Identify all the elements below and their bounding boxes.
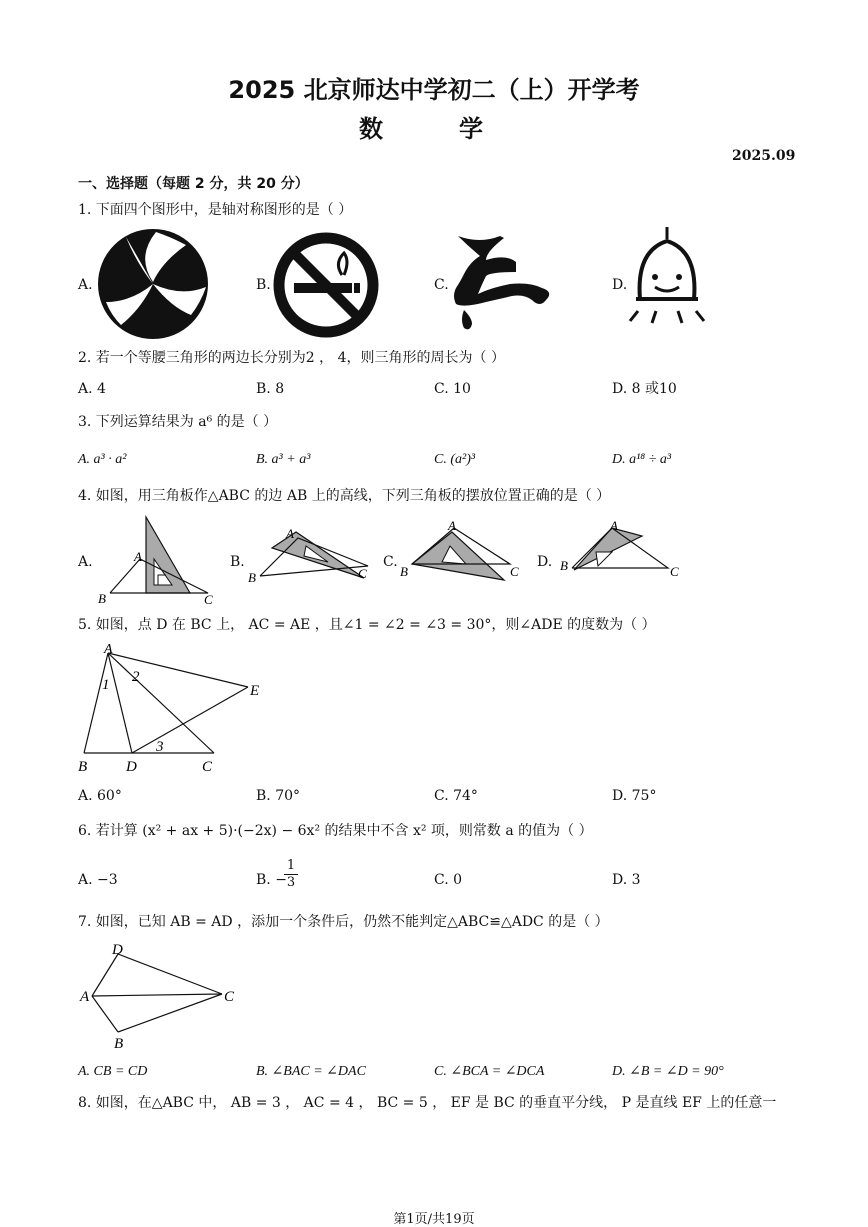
- q4-option-d-label[interactable]: D.: [537, 554, 553, 570]
- q3-option-c[interactable]: C. (a²)³: [434, 452, 476, 467]
- q1-stem: 1. 下面四个图形中，是轴对称图形的是（ ）: [78, 202, 353, 218]
- q6-option-a[interactable]: A. −3: [78, 872, 118, 888]
- label-e: E: [250, 683, 260, 699]
- label-b: B: [98, 591, 106, 606]
- q7-figure: [78, 940, 244, 1052]
- q1-option-d-label[interactable]: D.: [612, 277, 628, 293]
- fraction-denominator: 3: [286, 875, 296, 890]
- q3-option-a[interactable]: A. a³ · a²: [78, 452, 127, 467]
- q7-stem: 7. 如图，已知 AB = AD ，添加一个条件后，仍然不能判定△ABC≌△ADC 的是（ ）: [78, 914, 609, 930]
- label-d: D: [112, 942, 123, 958]
- label-c: C: [510, 564, 519, 579]
- q7-option-b[interactable]: B. ∠BAC = ∠DAC: [256, 1064, 366, 1079]
- label-a: A: [104, 643, 113, 657]
- no-smoking-icon: [272, 231, 380, 339]
- q1-option-c-label[interactable]: C.: [434, 277, 449, 293]
- fraction-numerator: 1: [284, 858, 298, 875]
- recycle-symbol-icon: [96, 227, 210, 341]
- label-b: B: [78, 759, 88, 775]
- label-b: B: [560, 558, 568, 573]
- q2-stem: 2. 若一个等腰三角形的两边长分别为2 ， 4，则三角形的周长为（ ）: [78, 350, 505, 366]
- q4-figure-d: [552, 518, 686, 586]
- q2-option-b[interactable]: B. 8: [256, 381, 285, 397]
- q7-option-d[interactable]: D. ∠B = ∠D = 90°: [612, 1064, 724, 1079]
- q3-option-d[interactable]: D. a¹⁸ ÷ a³: [612, 452, 672, 467]
- label-a: A: [286, 526, 294, 541]
- q4-stem: 4. 如图，用三角板作△ABC 的边 AB 上的高线，下列三角板的摆放位置正确的是（ ）: [78, 488, 611, 504]
- q4-option-c-label[interactable]: C.: [383, 554, 398, 570]
- q8-stem: 8. 如图，在△ABC 中， AB = 3 ， AC = 4 ， BC = 5 ， EF 是 BC 的垂直平分线， P 是直线 EF 上的任意一: [78, 1095, 777, 1111]
- label-c: C: [204, 592, 213, 607]
- label-c: C: [202, 759, 213, 775]
- water-tap-icon: [450, 232, 554, 336]
- q6-option-d[interactable]: D. 3: [612, 872, 641, 888]
- label-d: D: [126, 759, 137, 775]
- q5-figure: [76, 643, 266, 775]
- q2-option-c[interactable]: C. 10: [434, 381, 471, 397]
- label-a: A: [80, 989, 90, 1005]
- q4-option-a-label[interactable]: A.: [78, 554, 93, 570]
- q5-option-a[interactable]: A. 60°: [78, 788, 122, 804]
- q5-stem: 5. 如图，点 D 在 BC 上， AC = AE ，且∠1 = ∠2 = ∠3 = 30°，则∠ADE 的度数为（ ）: [78, 617, 656, 633]
- q6-option-c[interactable]: C. 0: [434, 872, 463, 888]
- angle-3-label: 3: [156, 739, 164, 755]
- q5-option-d[interactable]: D. 75°: [612, 788, 657, 804]
- q4-figure-b: [246, 520, 376, 586]
- page-subject: 数 学: [359, 115, 509, 143]
- angle-2-label: 2: [132, 669, 140, 685]
- q3-option-b[interactable]: B. a³ + a³: [256, 452, 311, 467]
- q2-option-a[interactable]: A. 4: [78, 381, 106, 397]
- q5-option-b[interactable]: B. 70°: [256, 788, 301, 804]
- q6-stem: 6. 若计算 (x² + ax + 5)·(−2x) − 6x² 的结果中不含 x² 项，则常数 a 的值为（ ）: [78, 823, 593, 839]
- label-b: B: [248, 570, 256, 585]
- q7-option-a[interactable]: A. CB = CD: [78, 1064, 148, 1079]
- label-c: C: [224, 989, 235, 1005]
- page-title: 2025 北京师达中学初二（上）开学考: [228, 76, 640, 104]
- label-a: A: [134, 549, 142, 564]
- exam-date: 2025.09: [732, 148, 796, 164]
- q7-option-c[interactable]: C. ∠BCA = ∠DCA: [434, 1064, 545, 1079]
- q4-figure-c: [398, 518, 528, 588]
- q4-option-b-label[interactable]: B.: [230, 554, 245, 570]
- page-footer: 第1页/共19页: [393, 1212, 475, 1227]
- angle-1-label: 1: [102, 677, 110, 693]
- label-c: C: [670, 564, 679, 579]
- label-b: B: [114, 1036, 124, 1052]
- q3-stem: 3. 下列运算结果为 a⁶ 的是（ ）: [78, 414, 278, 430]
- q5-option-c[interactable]: C. 74°: [434, 788, 478, 804]
- section-heading: 一、选择题（每题 2 分，共 20 分）: [78, 176, 309, 192]
- q6-option-b-fraction: [284, 858, 298, 891]
- label-c: C: [358, 566, 367, 581]
- label-a: A: [448, 518, 456, 533]
- lamp-icon: [626, 227, 708, 335]
- q1-option-b-label[interactable]: B.: [256, 277, 271, 293]
- label-b: B: [400, 564, 408, 579]
- label-a: A: [610, 518, 618, 533]
- q2-option-d[interactable]: D. 8 或10: [612, 381, 677, 397]
- q1-option-a-label[interactable]: A.: [78, 277, 93, 293]
- q4-figure-a: [96, 515, 224, 607]
- q6-option-b[interactable]: B. −: [256, 872, 287, 888]
